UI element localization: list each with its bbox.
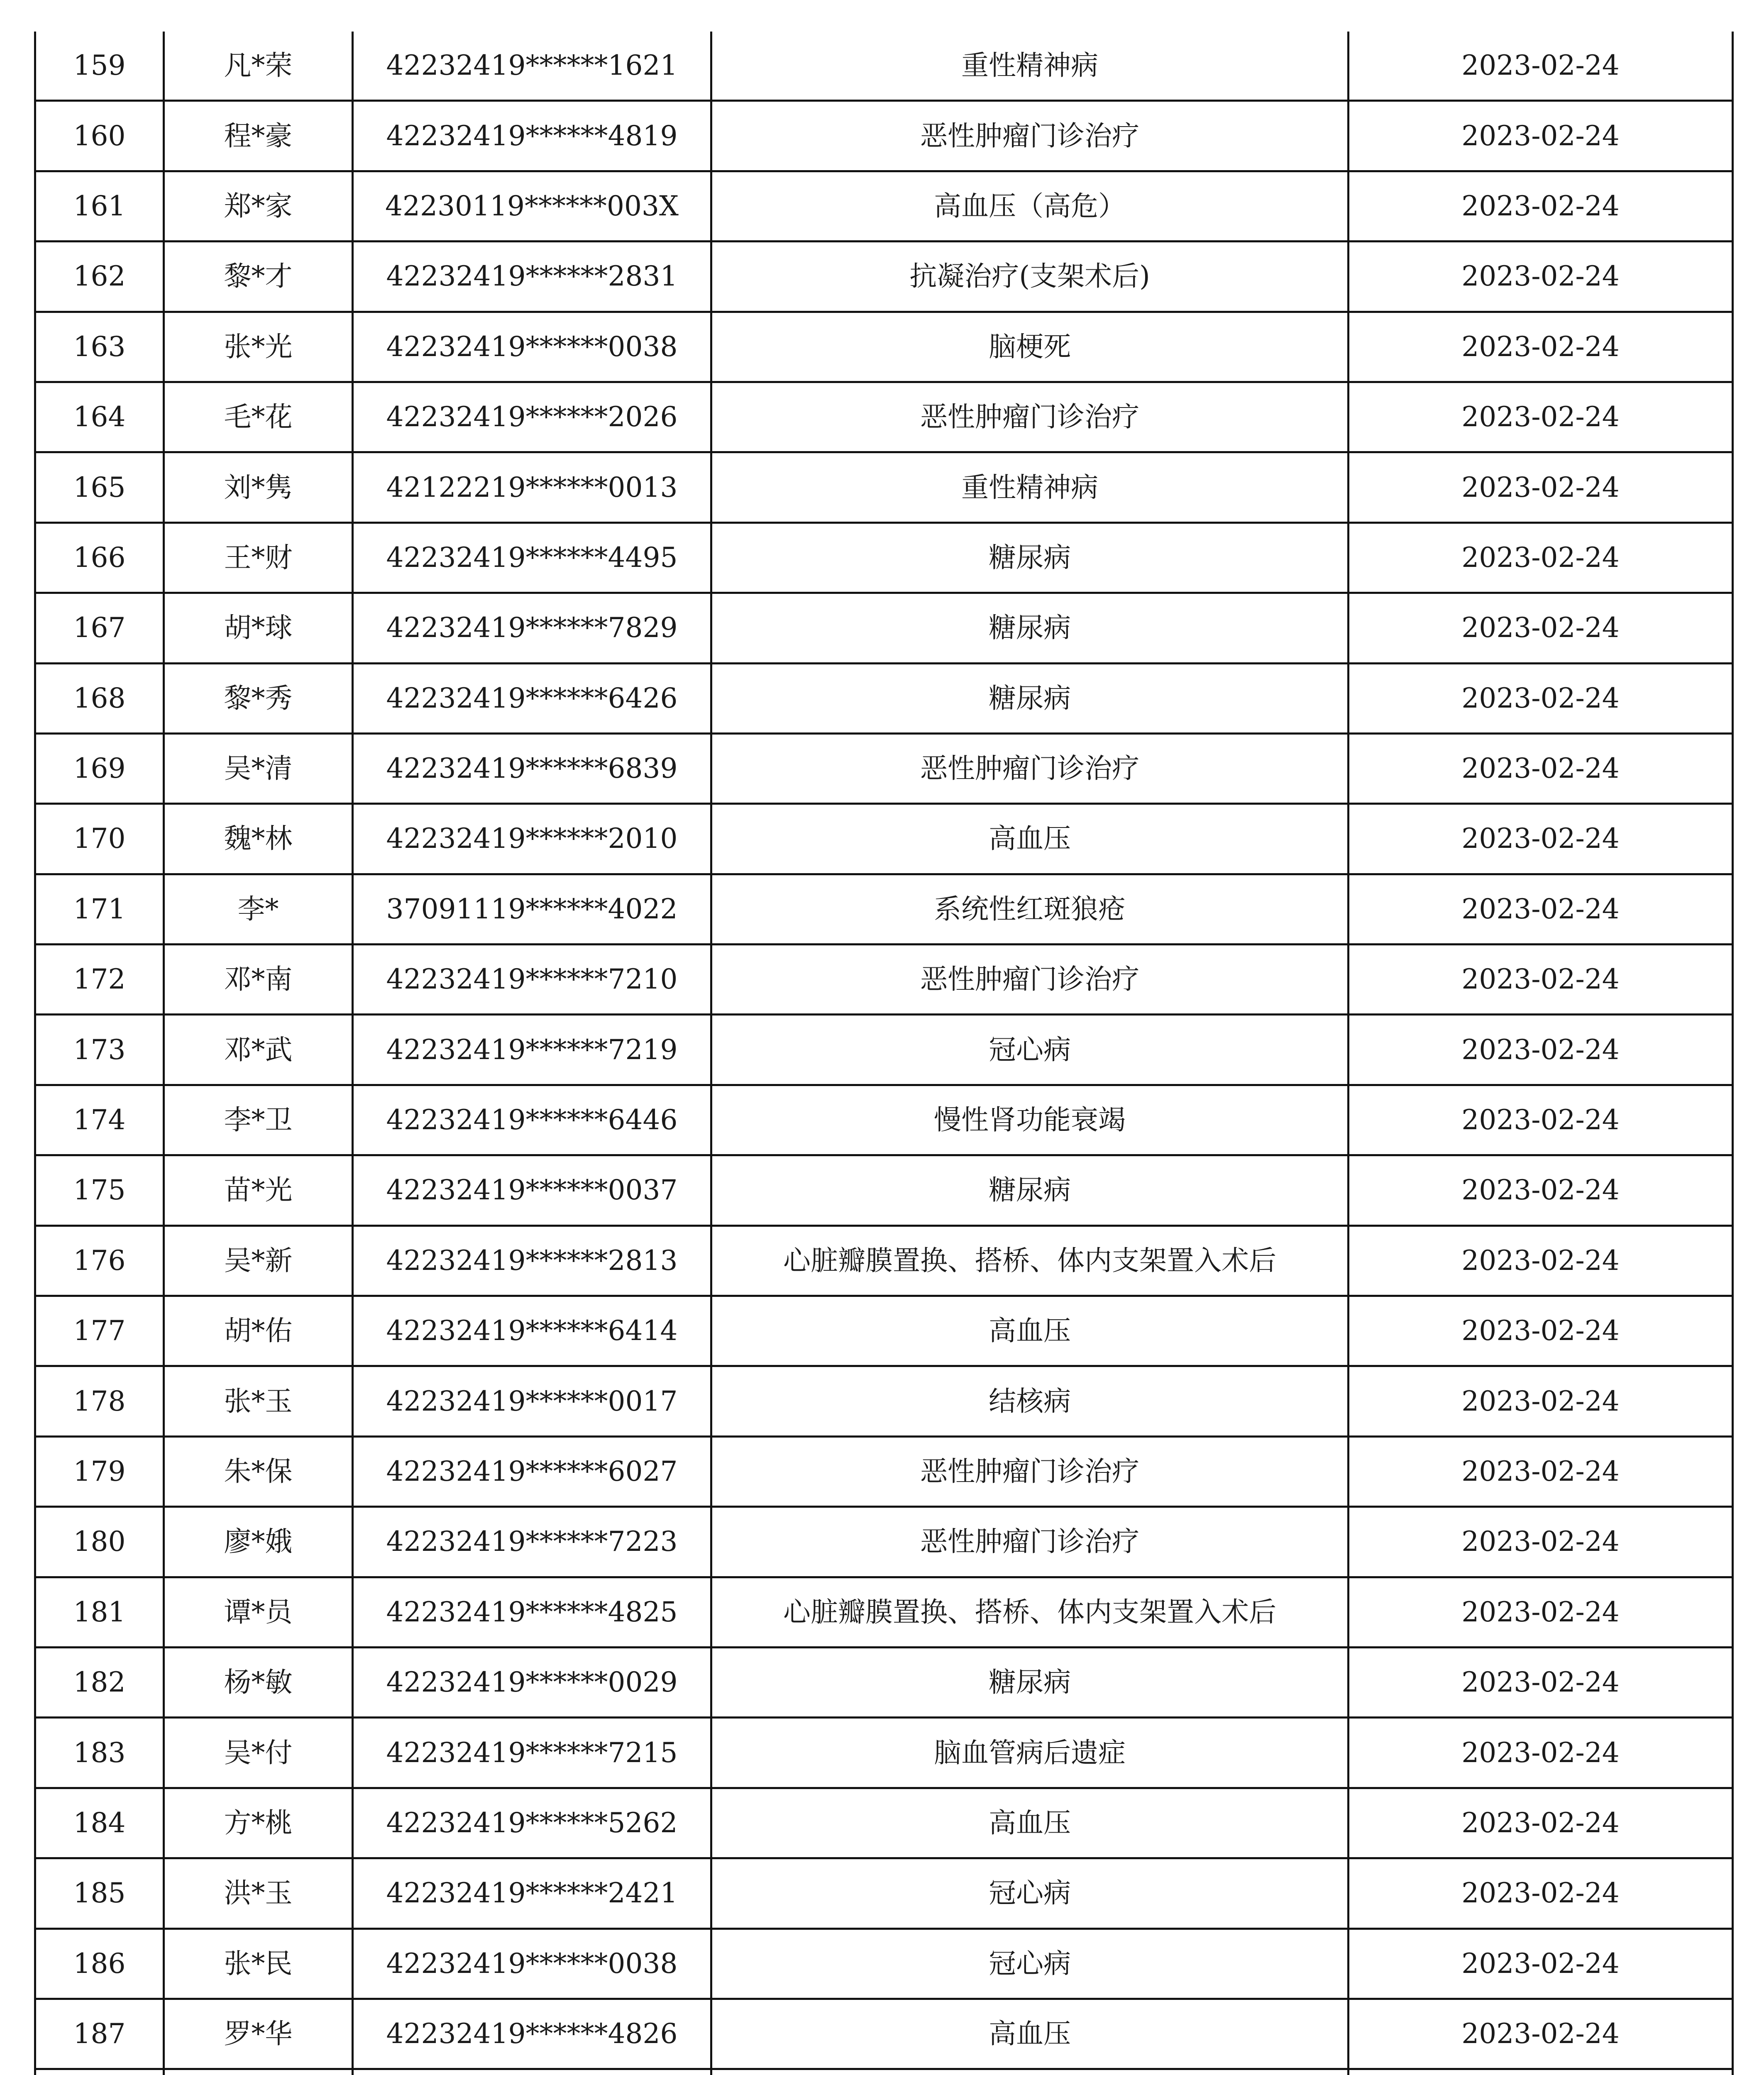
cell-disease: 心脏瓣膜置换、搭桥、体内支架置入术后	[711, 1225, 1349, 1296]
cell-disease: 脑梗死	[711, 312, 1349, 382]
cell-name: 胡*佑	[164, 1296, 353, 1366]
cell-serial-number: 174	[35, 1085, 164, 1155]
document-page	[34, 32, 1732, 2075]
cell-id-number: 42232419******0037	[353, 1155, 711, 1225]
cell-serial-number: 176	[35, 1225, 164, 1296]
cell-name: 张*玉	[164, 1366, 353, 1436]
cell-disease: 抗凝治疗(支架术后)	[711, 242, 1349, 312]
cell-serial-number: 168	[35, 663, 164, 733]
cell-disease: 糖尿病	[711, 522, 1349, 593]
cell-disease: 恶性肿瘤门诊治疗	[711, 1507, 1349, 1577]
cell-date: 2023-02-24	[1349, 1436, 1733, 1506]
cell-date: 2023-02-24	[1349, 1296, 1733, 1366]
cell-name: 王*财	[164, 522, 353, 593]
cell-name: 魏*林	[164, 804, 353, 874]
cell-disease: 糖尿病	[711, 1155, 1349, 1225]
cell-disease: 高血压	[711, 1999, 1349, 2069]
cell-serial-number: 181	[35, 1577, 164, 1647]
cell-date: 2023-02-24	[1349, 874, 1733, 944]
cell-serial-number: 165	[35, 452, 164, 522]
cell-id-number: 42232419******2010	[353, 804, 711, 874]
cell-disease: 重性精神病	[711, 452, 1349, 522]
table-row	[35, 1296, 1733, 1366]
cell-name: 吴*清	[164, 733, 353, 803]
table-row	[35, 1507, 1733, 1577]
cell-serial-number: 172	[35, 945, 164, 1015]
cell-id-number: 42232419******0017	[353, 1366, 711, 1436]
cell-disease: 脑血管病后遗症	[711, 1718, 1349, 1788]
cell-id-number: 42232419******7223	[353, 1507, 711, 1577]
cell-serial-number: 164	[35, 382, 164, 452]
cell-date: 2023-02-24	[1349, 242, 1733, 312]
cell-serial-number: 183	[35, 1718, 164, 1788]
cell-name: 洪*玉	[164, 1858, 353, 1929]
cell-date: 2023-02-24	[1349, 1858, 1733, 1929]
cell-date: 2023-02-24	[1349, 1647, 1733, 1717]
cell-id-number: 42232419******6839	[353, 733, 711, 803]
cell-date: 2023-02-24	[1349, 101, 1733, 171]
cell-name: 廖*娥	[164, 1507, 353, 1577]
cell-serial-number: 161	[35, 171, 164, 241]
cell-date: 2023-02-24	[1349, 382, 1733, 452]
cell-date: 2023-02-24	[1349, 1999, 1733, 2069]
cell-date: 2023-02-24	[1349, 663, 1733, 733]
cell-date: 2023-02-24	[1349, 522, 1733, 593]
table-row	[35, 1085, 1733, 1155]
table-row	[35, 1647, 1733, 1717]
table-row	[35, 1718, 1733, 1788]
cell-serial-number: 167	[35, 593, 164, 663]
cell-id-number: 42232419******6446	[353, 1085, 711, 1155]
cell-name: 方*桃	[164, 1788, 353, 1858]
cell-disease: 高血压	[711, 1296, 1349, 1366]
cell-disease: 冠心病	[711, 1015, 1349, 1085]
cell-id-number: 42232419******2813	[353, 1225, 711, 1296]
cell-name: 吴*新	[164, 1225, 353, 1296]
cell-serial-number: 178	[35, 1366, 164, 1436]
table-row	[35, 1225, 1733, 1296]
cell-date: 2023-02-24	[1349, 1788, 1733, 1858]
cell-id-number: 42232419******4819	[353, 101, 711, 171]
cell-id-number: 42232419******7210	[353, 945, 711, 1015]
table-row	[35, 32, 1733, 101]
table-row	[35, 522, 1733, 593]
cell-disease: 冠心病	[711, 1929, 1349, 1999]
cell-disease	[711, 2069, 1349, 2075]
cell-date: 2023-02-24	[1349, 1718, 1733, 1788]
cell-serial-number: 163	[35, 312, 164, 382]
cell-serial-number: 187	[35, 1999, 164, 2069]
cell-serial-number: 185	[35, 1858, 164, 1929]
table-row	[35, 312, 1733, 382]
table-row	[35, 242, 1733, 312]
cell-serial-number: 166	[35, 522, 164, 593]
cell-id-number: 42232419******5262	[353, 1788, 711, 1858]
table-row	[35, 1999, 1733, 2069]
patient-table	[34, 32, 1734, 2075]
cell-name: 李*	[164, 874, 353, 944]
cell-date: 2023-02-24	[1349, 452, 1733, 522]
cell-serial-number: 186	[35, 1929, 164, 1999]
cell-id-number: 42232419******6027	[353, 1436, 711, 1506]
cell-id-number: 42232419******7219	[353, 1015, 711, 1085]
table-row	[35, 593, 1733, 663]
cell-disease: 恶性肿瘤门诊治疗	[711, 733, 1349, 803]
cell-name: 邓*南	[164, 945, 353, 1015]
cell-serial-number: 180	[35, 1507, 164, 1577]
cell-id-number: 42232419******0038	[353, 312, 711, 382]
cell-id-number: 42232419******1621	[353, 32, 711, 101]
table-row	[35, 874, 1733, 944]
cell-date: 2023-02-24	[1349, 1085, 1733, 1155]
cell-date: 2023-02-24	[1349, 32, 1733, 101]
cell-serial-number	[35, 2069, 164, 2075]
cell-id-number: 42232419******4825	[353, 1577, 711, 1647]
cell-name: 凡*荣	[164, 32, 353, 101]
cell-disease: 恶性肿瘤门诊治疗	[711, 101, 1349, 171]
cell-serial-number: 159	[35, 32, 164, 101]
cell-name: 黎*才	[164, 242, 353, 312]
cell-name: 张*光	[164, 312, 353, 382]
cell-id-number	[353, 2069, 711, 2075]
cell-id-number: 42232419******4495	[353, 522, 711, 593]
cell-id-number: 37091119******4022	[353, 874, 711, 944]
cell-serial-number: 171	[35, 874, 164, 944]
cell-name: 罗*华	[164, 1999, 353, 2069]
cell-date	[1349, 2069, 1733, 2075]
cell-serial-number: 162	[35, 242, 164, 312]
cell-name: 邓*武	[164, 1015, 353, 1085]
cell-name: 程*豪	[164, 101, 353, 171]
cell-id-number: 42232419******0038	[353, 1929, 711, 1999]
cell-name: 吴*付	[164, 1718, 353, 1788]
cell-disease: 恶性肿瘤门诊治疗	[711, 382, 1349, 452]
cell-id-number: 42232419******7215	[353, 1718, 711, 1788]
cell-serial-number: 175	[35, 1155, 164, 1225]
cell-disease: 恶性肿瘤门诊治疗	[711, 945, 1349, 1015]
cell-date: 2023-02-24	[1349, 593, 1733, 663]
table-row	[35, 1366, 1733, 1436]
table-row	[35, 1015, 1733, 1085]
cell-name: 杨*敏	[164, 1647, 353, 1717]
table-row	[35, 1577, 1733, 1647]
cell-name: 刘*隽	[164, 452, 353, 522]
cell-id-number: 42232419******2026	[353, 382, 711, 452]
table-row	[35, 1155, 1733, 1225]
cell-id-number: 42232419******4826	[353, 1999, 711, 2069]
cell-disease: 糖尿病	[711, 593, 1349, 663]
cell-id-number: 42232419******6414	[353, 1296, 711, 1366]
cell-disease: 慢性肾功能衰竭	[711, 1085, 1349, 1155]
table-body	[35, 32, 1733, 2075]
table-row	[35, 101, 1733, 171]
cell-name: 张*民	[164, 1929, 353, 1999]
table-row	[35, 382, 1733, 452]
cell-name	[164, 2069, 353, 2075]
cell-name: 郑*家	[164, 171, 353, 241]
cell-id-number: 42232419******6426	[353, 663, 711, 733]
table-row	[35, 1858, 1733, 1929]
cell-disease: 心脏瓣膜置换、搭桥、体内支架置入术后	[711, 1577, 1349, 1647]
table-row	[35, 945, 1733, 1015]
cell-name: 黎*秀	[164, 663, 353, 733]
cell-date: 2023-02-24	[1349, 945, 1733, 1015]
cell-name: 毛*花	[164, 382, 353, 452]
table-row	[35, 171, 1733, 241]
cell-serial-number: 177	[35, 1296, 164, 1366]
cell-id-number: 42232419******2421	[353, 1858, 711, 1929]
cell-serial-number: 173	[35, 1015, 164, 1085]
cell-serial-number: 184	[35, 1788, 164, 1858]
cell-serial-number: 170	[35, 804, 164, 874]
cell-date: 2023-02-24	[1349, 1577, 1733, 1647]
cell-name: 苗*光	[164, 1155, 353, 1225]
table-row	[35, 452, 1733, 522]
table-row	[35, 804, 1733, 874]
table-row	[35, 733, 1733, 803]
cell-name: 谭*员	[164, 1577, 353, 1647]
cell-date: 2023-02-24	[1349, 1155, 1733, 1225]
cell-id-number: 42230119******003X	[353, 171, 711, 241]
cell-disease: 重性精神病	[711, 32, 1349, 101]
cell-date: 2023-02-24	[1349, 1507, 1733, 1577]
cell-date: 2023-02-24	[1349, 804, 1733, 874]
cell-name: 李*卫	[164, 1085, 353, 1155]
cell-serial-number: 169	[35, 733, 164, 803]
cell-serial-number: 160	[35, 101, 164, 171]
cell-date: 2023-02-24	[1349, 1366, 1733, 1436]
table-row	[35, 1436, 1733, 1506]
cell-disease: 恶性肿瘤门诊治疗	[711, 1436, 1349, 1506]
cell-name: 朱*保	[164, 1436, 353, 1506]
table-row	[35, 1788, 1733, 1858]
cell-disease: 糖尿病	[711, 1647, 1349, 1717]
cell-disease: 高血压	[711, 804, 1349, 874]
cell-disease: 系统性红斑狼疮	[711, 874, 1349, 944]
cell-serial-number: 182	[35, 1647, 164, 1717]
cell-disease: 糖尿病	[711, 663, 1349, 733]
cell-date: 2023-02-24	[1349, 1225, 1733, 1296]
cell-id-number: 42232419******0029	[353, 1647, 711, 1717]
cell-disease: 高血压（高危）	[711, 171, 1349, 241]
table-row	[35, 663, 1733, 733]
cell-date: 2023-02-24	[1349, 1929, 1733, 1999]
cell-disease: 高血压	[711, 1788, 1349, 1858]
table-row	[35, 1929, 1733, 1999]
cell-date: 2023-02-24	[1349, 312, 1733, 382]
cell-serial-number: 179	[35, 1436, 164, 1506]
cell-id-number: 42122219******0013	[353, 452, 711, 522]
cell-date: 2023-02-24	[1349, 171, 1733, 241]
cell-id-number: 42232419******2831	[353, 242, 711, 312]
cell-id-number: 42232419******7829	[353, 593, 711, 663]
cell-date: 2023-02-24	[1349, 1015, 1733, 1085]
cell-name: 胡*球	[164, 593, 353, 663]
cell-disease: 结核病	[711, 1366, 1349, 1436]
cell-disease: 冠心病	[711, 1858, 1349, 1929]
table-row	[35, 2069, 1733, 2075]
cell-date: 2023-02-24	[1349, 733, 1733, 803]
